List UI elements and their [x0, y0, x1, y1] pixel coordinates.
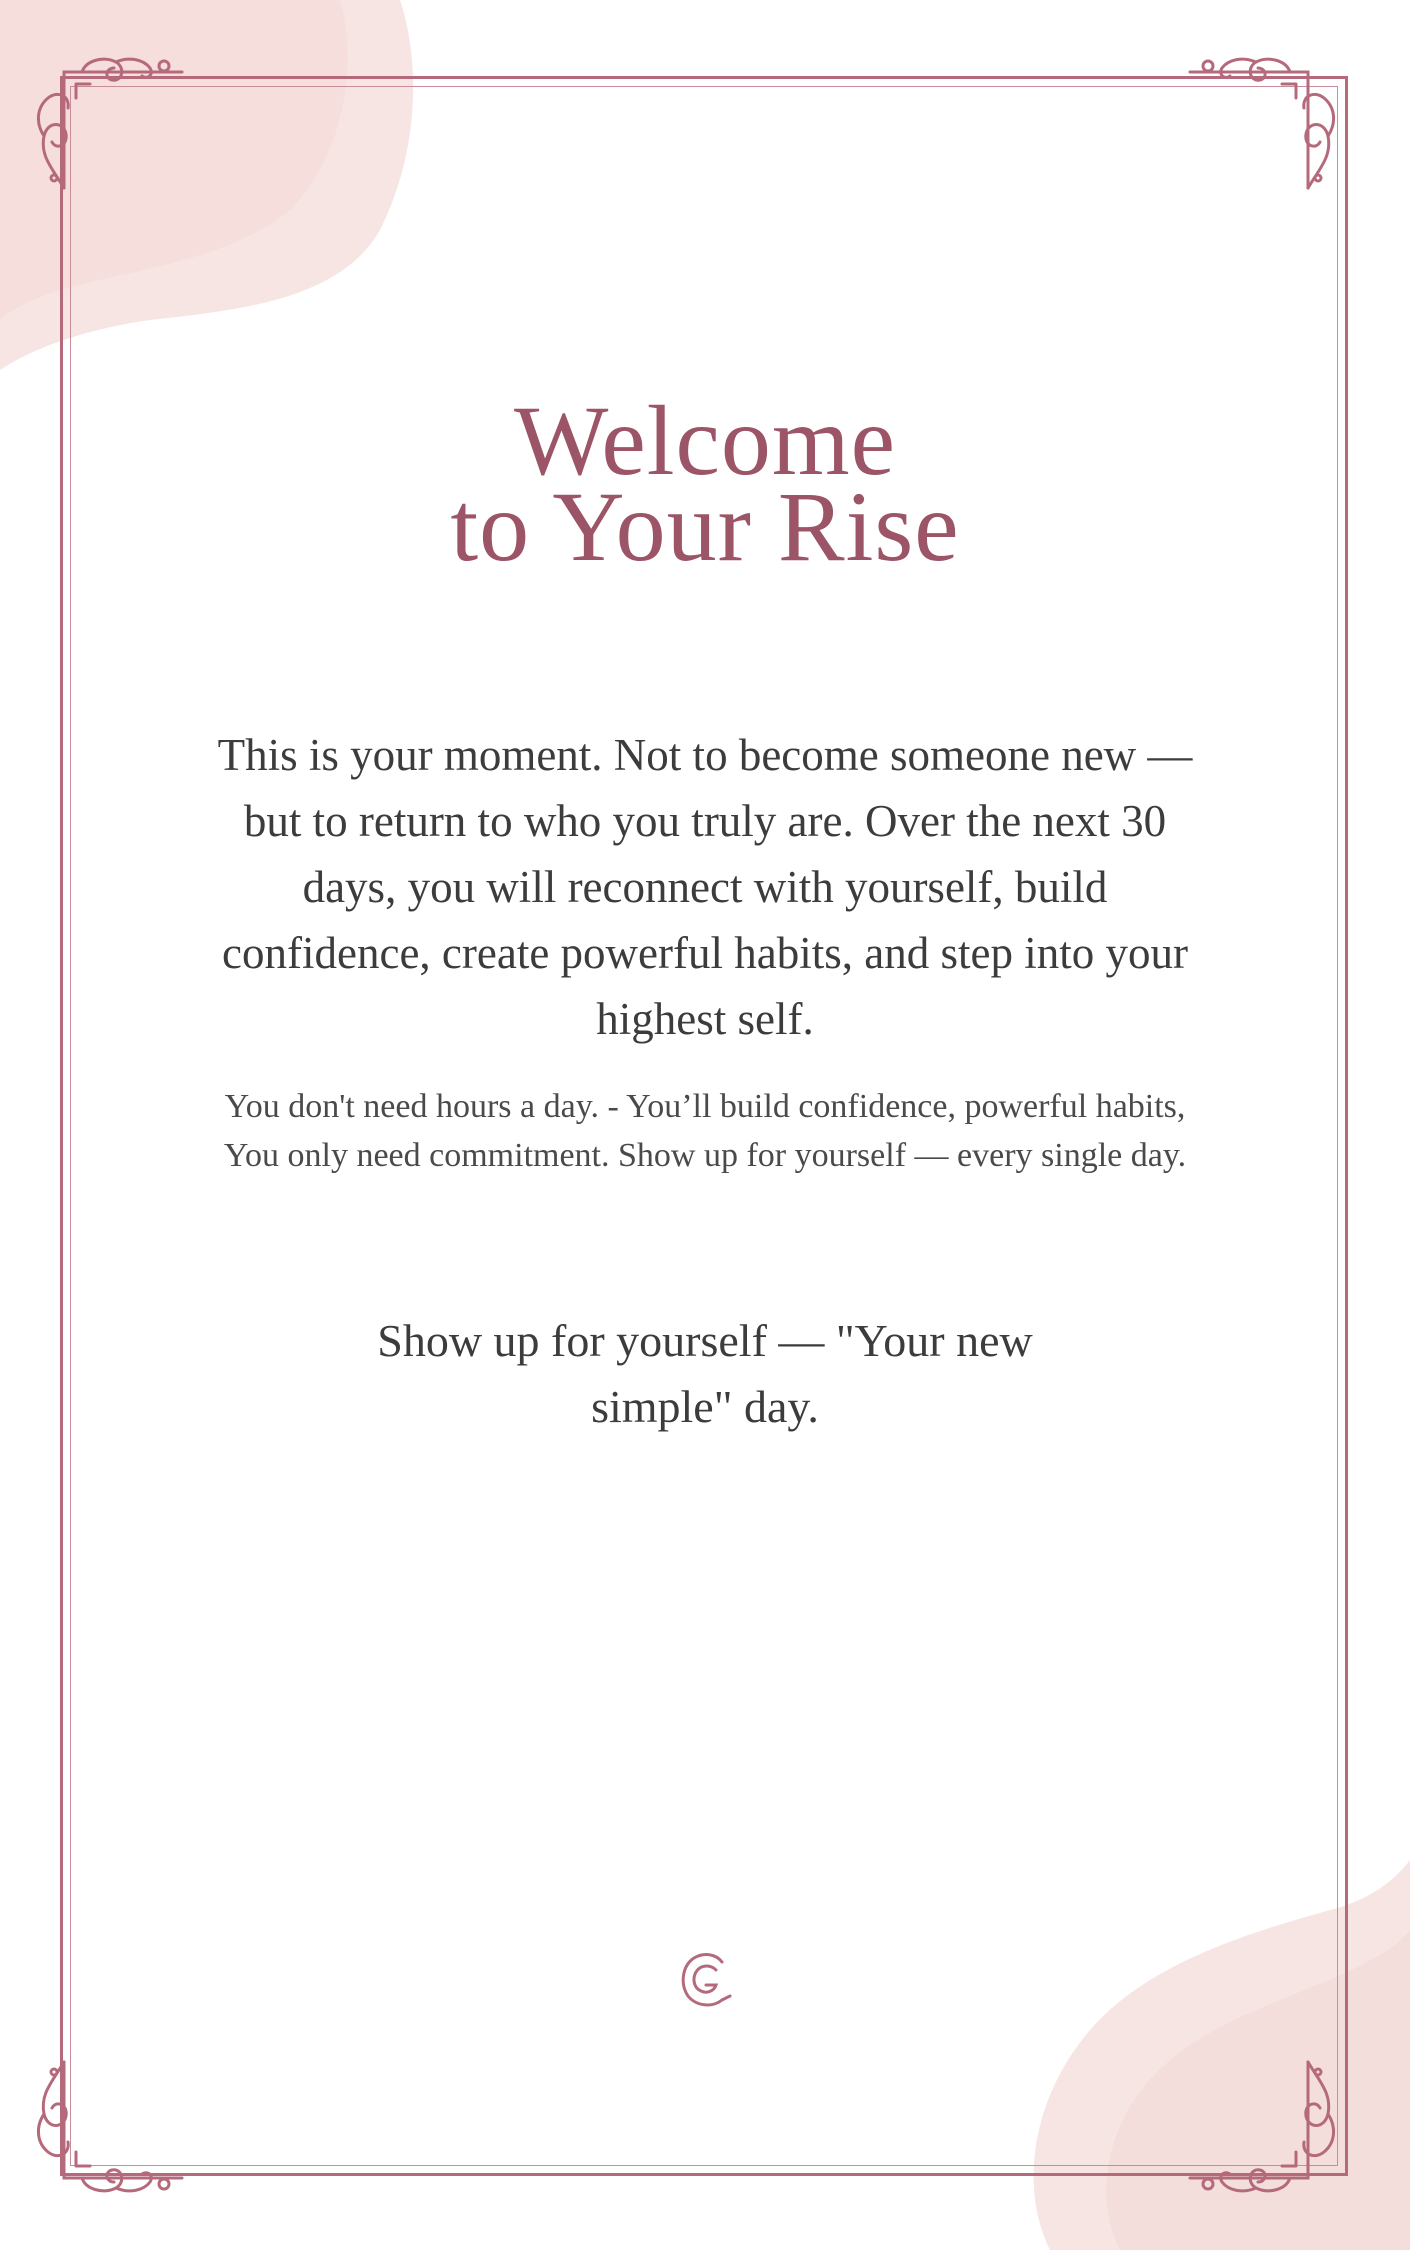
closing-paragraph: Show up for yourself — "Your new simple" day. — [377, 1315, 1033, 1432]
corner-ornament-top-right-icon — [1160, 38, 1350, 198]
note-line-1: You don't need hours a day. - You’ll build confidence, powerful habits, — [224, 1088, 1186, 1125]
title-line-1: Welcome — [513, 385, 897, 496]
note-paragraph — [200, 1082, 1210, 1180]
page-title — [120, 385, 1290, 582]
corner-ornament-bottom-right-icon — [1160, 2052, 1350, 2212]
intro-paragraph: This is your moment. Not to become someone new — but to return to who you truly are. Over the next 30 days, you will reconnect with yourself, build confidence, create powerful habits, and step into your highest self. — [217, 730, 1193, 1044]
gc-monogram-icon — [676, 1946, 736, 2010]
corner-ornament-bottom-left-icon — [22, 2052, 212, 2212]
corner-ornament-top-left-icon — [22, 38, 212, 198]
title-line-2: to Your Rise — [450, 471, 960, 582]
note-line-2: You only need commitment. Show up for yourself — every single day. — [223, 1137, 1187, 1174]
